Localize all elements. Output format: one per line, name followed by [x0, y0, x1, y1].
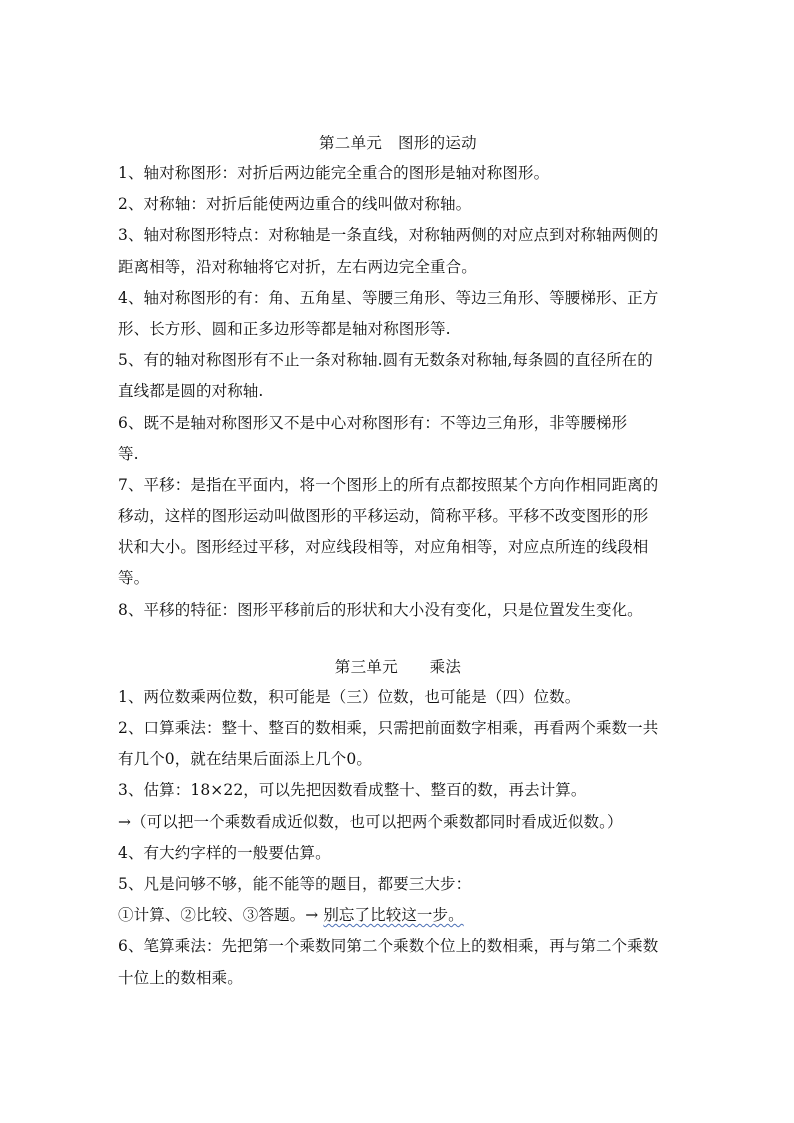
unit2-line-9: 6、既不是轴对称图形又不是中心对称图形有：不等边三角形，非等腰梯形 — [118, 413, 628, 432]
unit2-line-14: 等。 — [118, 569, 150, 588]
unit2-body — [118, 158, 678, 626]
unit3-line-7: 5、凡是问够不够，能不能等的题目，都要三大步： — [118, 874, 472, 893]
unit2-line-6: 形、长方形、圆和正多边形等都是轴对称图形等. — [118, 319, 451, 338]
unit3-line-4: 3、估算：18×22，可以先把因数看成整十、整百的数，再去计算。 — [118, 781, 587, 800]
unit2-line-15: 8、平移的特征：图形平移前后的形状和大小没有变化，只是位置发生变化。 — [118, 600, 643, 619]
unit2-line-11: 7、平移：是指在平面内，将一个图形上的所有点都按照某个方向作相同距离的 — [118, 475, 659, 494]
unit3-line-1: 1、两位数乘两位数，积可能是（三）位数，也可能是（四）位数。 — [118, 687, 581, 706]
unit3-line-8 — [118, 900, 678, 931]
steps-emphasis: 别忘了比较这一步。 — [323, 906, 464, 925]
unit3-line-9: 6、笔算乘法：先把第一个乘数同第二个乘数个位上的数相乘，再与第二个乘数 — [118, 937, 659, 956]
unit3-line-5: →（可以把一个乘数看成近似数，也可以把两个乘数都同时看成近似数。） — [118, 812, 623, 831]
unit2-line-1: 1、轴对称图形：对折后两边能完全重合的图形是轴对称图形。 — [118, 164, 550, 182]
unit2-line-7: 5、有的轴对称图形有不止一条对称轴.圆有无数条对称轴,每条圆的直径所在的 — [118, 351, 653, 370]
unit3-line-2: 2、口算乘法：整十、整百的数相乘，只需把前面数字相乘，再看两个乘数一共 — [118, 719, 659, 737]
unit2-line-3: 3、轴对称图形特点：对称轴是一条直线，对称轴两侧的对应点到对称轴两侧的 — [118, 226, 659, 245]
unit3-line-10: 十位上的数相乘。 — [118, 968, 243, 987]
unit2-line-8: 直线都是圆的对称轴. — [118, 382, 264, 401]
unit2-line-12: 移动，这样的图形运动叫做图形的平移运动，简称平移。平移不改变图形的形 — [118, 507, 649, 526]
document-page — [118, 128, 678, 994]
unit3-line-6: 4、有大约字样的一般要估算。 — [118, 843, 331, 862]
section-title-unit2: 第二单元 图形的运动 — [318, 134, 477, 152]
section-gap — [118, 626, 678, 652]
section-title-unit3: 第三单元 乘法 — [334, 657, 462, 676]
unit2-line-13: 状和大小。图形经过平移，对应线段相等，对应角相等，对应点所连的线段相 — [118, 538, 649, 557]
unit3-line-3: 有几个0，就在结果后面添上几个0。 — [118, 750, 372, 769]
steps-text: ①计算、②比较、③答题。→ — [118, 906, 324, 925]
unit2-line-2: 2、对称轴：对折后能使两边重合的线叫做对称轴。 — [118, 195, 472, 214]
unit3-body — [118, 682, 678, 994]
unit2-line-10: 等. — [118, 444, 139, 463]
unit2-line-5: 4、轴对称图形的有：角、五角星、等腰三角形、等边三角形、等腰梯形、正方 — [118, 288, 659, 307]
unit2-line-4: 距离相等，沿对称轴将它对折，左右两边完全重合。 — [118, 257, 477, 276]
